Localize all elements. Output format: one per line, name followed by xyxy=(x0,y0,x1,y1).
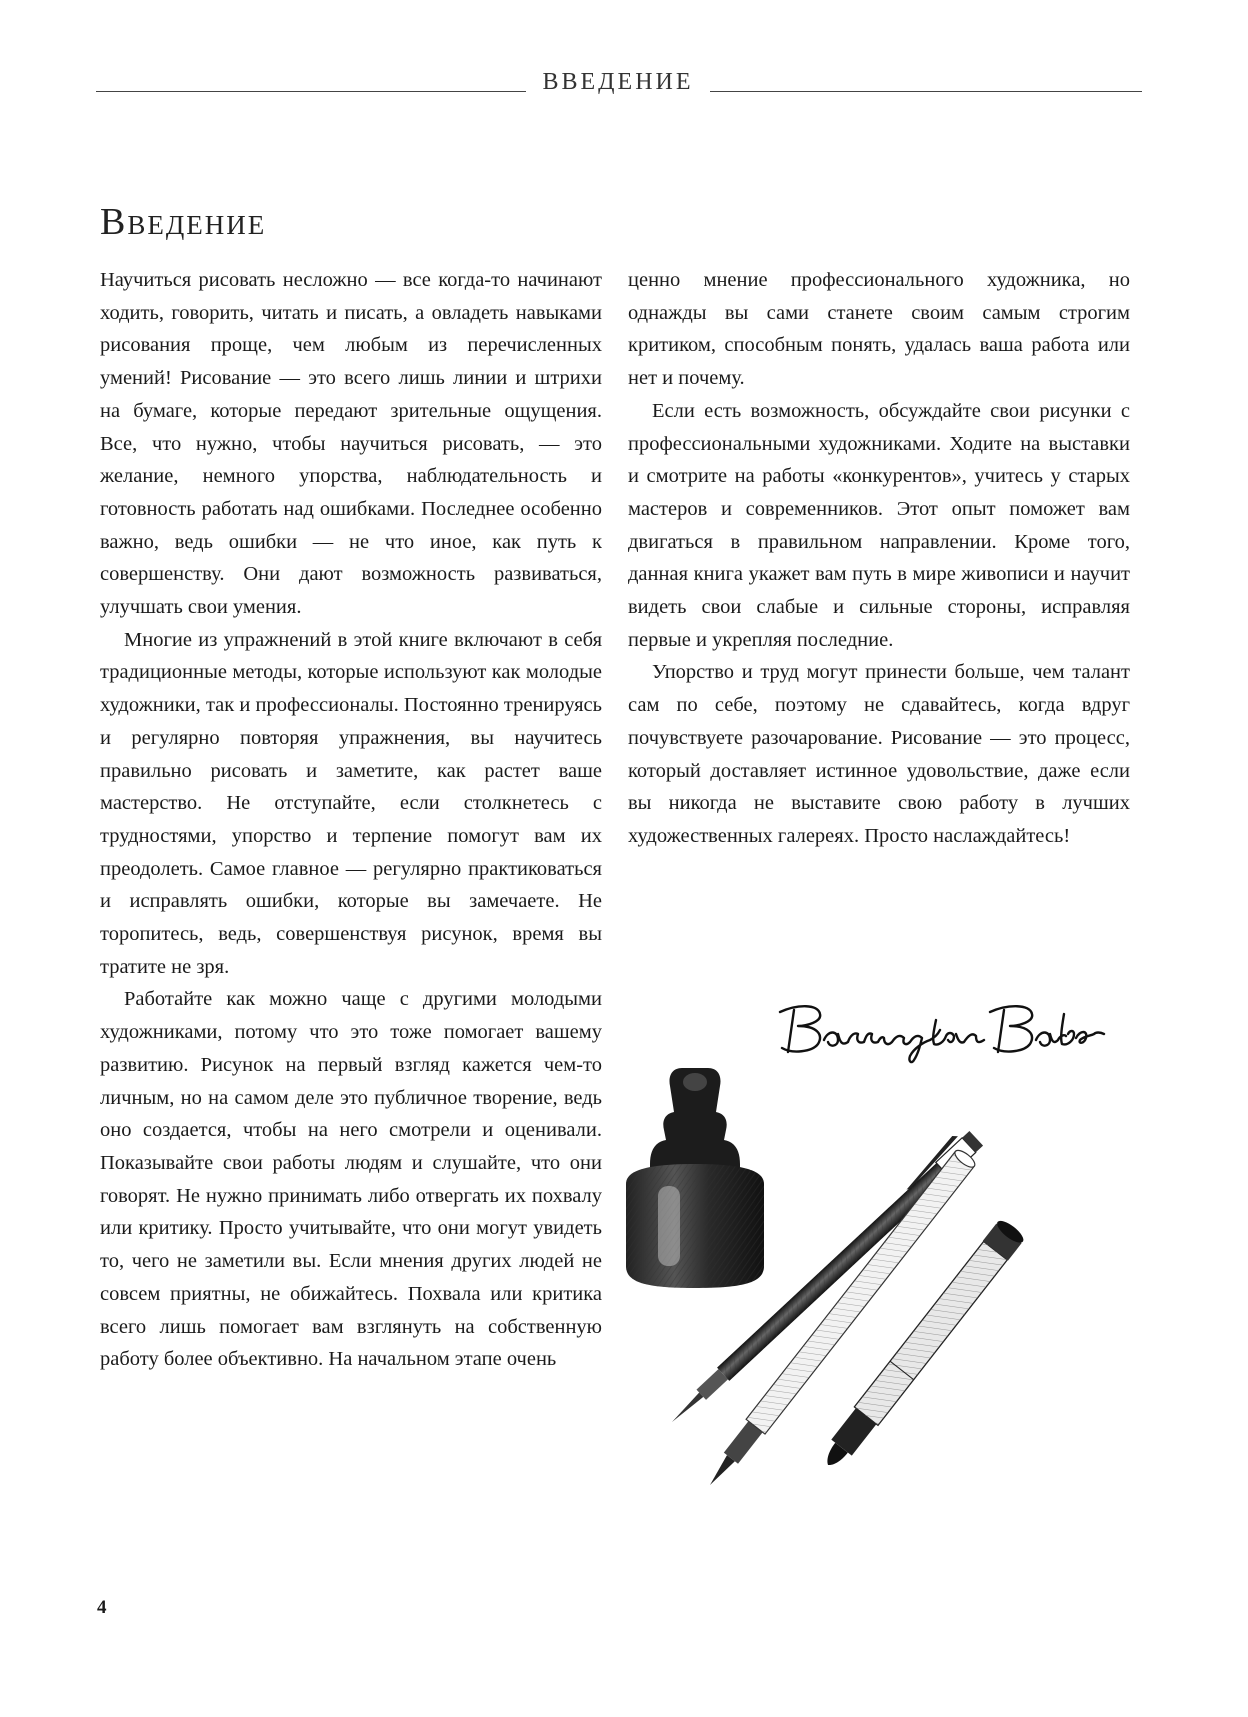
paragraph: ценно мнение профессионального художника, но однажды вы сами станете своим самым строгим критиком, способным понять, удалась ваша работа или нет и почему. xyxy=(628,269,1130,390)
ink-bottle xyxy=(626,1068,764,1288)
header-rule-right xyxy=(710,91,1142,92)
page-title: Введение xyxy=(100,201,267,243)
signature-icon xyxy=(768,990,1108,1070)
paragraph: Если есть возможность, обсуждайте свои рисунки с профессиональными художниками. Ходите на выставки и смотрите на работы «конкурентов», учитесь у старых мастеров и современников. Этот опыт поможет вам двигаться в правильном направлении. Кроме того, данная книга укажет вам путь в мире живописи и научит видеть свои слабые и сильные стороны, исправляя первые и укрепляя последние. xyxy=(628,399,1130,651)
paragraph: Научиться рисовать несложно — все когда-то начинают ходить, говорить, читать и писать, а овладеть навыками рисования проще, чем любым из перечисленных умений! Рисование — это всего лишь линии и штрихи на бумаге, которые передают зрительные ощущения. Все, что нужно, чтобы научиться рисовать, — это желание, немного упорства, наблюдательность и готовность работать над ошибками. Последнее особенно важно, ведь ошибки — не что иное, как путь к совершенству. Они дают возможность развиваться, улучшать свои умения. xyxy=(100,269,602,619)
paragraph: Многие из упражнений в этой книге включают в себя традиционные методы, которые используют как молодые художники, так и профессионалы. Постоянно тренируясь и регулярно повторяя упражнения, вы научитесь правильно рисовать и заметите, как растет ваше мастерство. Не отступайте, если столкнетесь с трудностями, упорство и терпение помогут вам их преодолеть. Самое главное — регулярно практиковаться и исправлять ошибки, которые вы замечаете. Не торопитесь, ведь, совершенствуя рисунок, время вы тратите не зря. xyxy=(100,628,602,978)
running-title: ВВЕДЕНИЕ xyxy=(542,69,694,95)
header-rule-left xyxy=(96,91,526,92)
ink-bottle-and-pens-illustration xyxy=(620,1060,1140,1510)
page-number: 4 xyxy=(97,1597,107,1618)
running-header xyxy=(96,66,1142,96)
paragraph: Работайте как можно чаще с другими молодыми художниками, потому что это тоже помогает вашему развитию. Рисунок на первый взгляд кажется чем-то личным, но на самом деле это публичное творение, ведь оно создается, чтобы на него смотрели и оценивали. Показывайте свои работы людям и слушайте, что они говорят. Не нужно принимать либо отвергать их похвалу или критику. Просто учитывайте, что они могут увидеть то, чего не заметили вы. Если мнения других людей не совсем приятны, не обижайтесь. Похвала или критика всего лишь помогает вам взглянуть на собственную работу более объективно. На начальном этапе очень xyxy=(100,988,602,1371)
left-column xyxy=(100,264,602,1376)
right-column xyxy=(628,264,1130,853)
paragraph: Упорство и труд могут принести больше, чем талант сам по себе, поэтому не сдавайтесь, когда вдруг почувствуете разочарование. Рисование — это процесс, который доставляет истинное удовольствие, даже если вы никогда не выставите свою работу в лучших художественных галереях. Просто наслаждайтесь! xyxy=(628,661,1130,847)
